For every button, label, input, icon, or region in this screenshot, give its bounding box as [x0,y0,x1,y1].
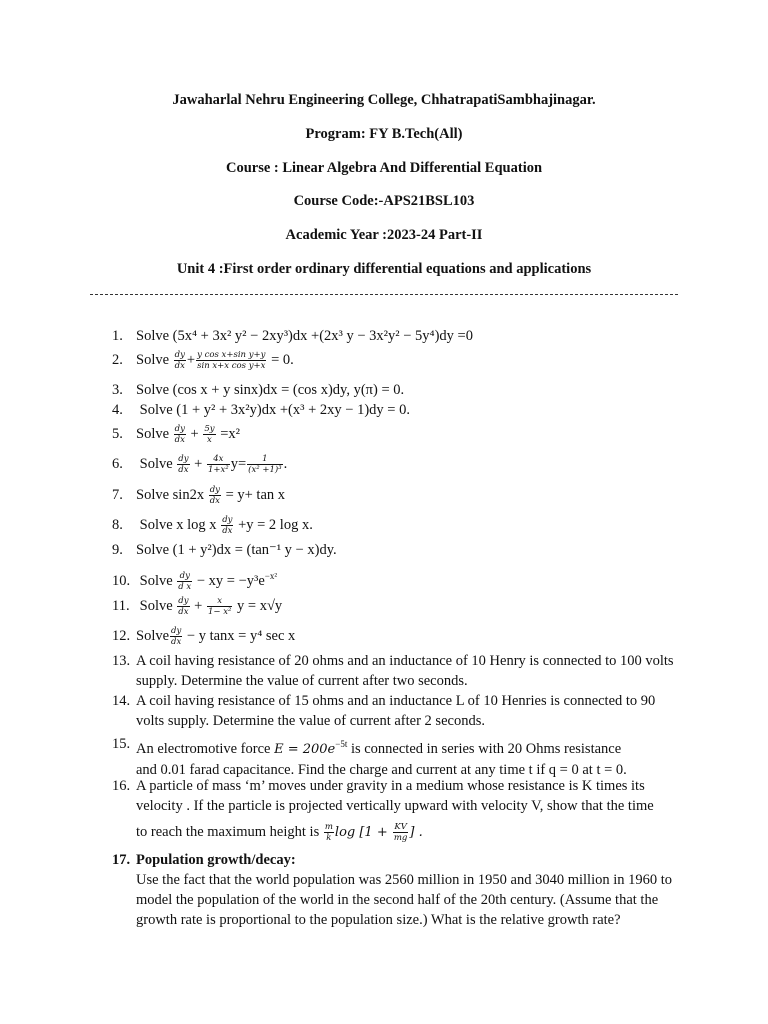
fraction: $\frac{1}{\text{(x² +1)³}}$ [248,454,282,476]
question-11: 11. Solve $\frac{dy}{dx}$ + $\frac{x}{\text{1− x²}}$ y = x√y [112,596,283,618]
question-17-text: Use the fact that the world population was 2560 million in 1950 and 3040 million in 1960 to model the population of the world in the second half of the 20th century. (Assume that the growth rate is proportional to the population size.) What is the relative growth rate? [136,872,673,928]
question-5: 5. Solve $\frac{dy}{dx}$ + $\frac{5y}{x}$ =x² [112,424,240,446]
question-7: 7. Solve sin2x $\frac{dy}{dx}$ = y+ tan x [112,485,286,507]
question-16-number: 16. [112,778,131,794]
question-17-title: Population growth/decay: [136,852,296,868]
fraction: $\frac{m}{k}$ [324,822,333,844]
fraction: $\frac{dy}{dx}$ [209,485,220,507]
question-15-text: An electromotive force $E = 200e^{-5t}$ is connected in series with 20 Ohms resistance and 0.01 farad capacitance. Find the charge and current at any time t if q = 0 at t = 0. [136,739,627,778]
fraction: $\frac{dy}{dx}$ [174,350,185,372]
fraction: $\frac{dy}{dx}$ [222,515,233,537]
fraction: $\frac{x}{\text{1− x²}}$ [207,596,232,618]
question-13-number: 13. [112,653,131,669]
question-17-number: 17. [112,852,131,868]
fraction: $\frac{5y}{x}$ [204,424,215,446]
question-3-text: Solve (cos x + y sinx)dx = (cos x)dy, y(π) = 0. [136,382,405,398]
question-3: 3. Solve (cos x + y sinx)dx = (cos x)dy, y(π) = 0. [112,382,405,398]
fraction: $\frac{dy}{\text{d x}}$ [178,571,192,592]
fraction: $\frac{dy}{dx}$ [178,596,189,618]
question-13-text: A coil having resistance of 20 ohms and an inductance of 10 Henry is connected to 100 volts supply. Determine the value of current after two seconds. [136,653,674,689]
question-15-number: 15. [112,736,131,752]
fraction: $\frac{dy}{dx}$ [178,454,189,476]
question-9: 9. Solve (1 + y²)dx = (tan⁻¹ y − x)dy. [112,542,337,558]
fraction: $\frac{4x}{\text{1+x²}}$ [207,454,229,476]
fraction: $\frac{dy}{dx}$ [171,626,182,648]
fraction: $\frac{KV}{mg}$ [393,822,408,844]
question-10: 10. Solve $\frac{dy}{\text{d x}}$ − xy = $-y^3e^{-x^2}$ [112,571,278,592]
course-line: Course : Linear Algebra And Differential Equation [225,160,543,176]
fraction: $\frac{\text{y cos x+sin y+y}}{\text{sin x+x cos y+x}}$ [197,350,266,372]
question-4: 4. Solve (1 + y² + 3x²y)dx +(x³ + 2xy − 1)dy = 0. [112,402,410,418]
question-6: 6. Solve $\frac{dy}{dx}$ + $\frac{4x}{\text{1+x²}}$ y= $\frac{1}{\text{(x² +1)³}}$ . [112,454,288,476]
question-16-text: A particle of mass ‘m’ moves under gravity in a medium whose resistance is K times its velocity . If the particle is projected vertically upward with velocity V, show that the time to reach the maximum height is $\frac{m}{k}$ log [1 + $\frac{KV}{mg}$ ] . [136,778,654,844]
question-1-text: Solve (5x⁴ + 3x² y² − 2xy³)dx +(2x³ y − 3x²y² − 5y⁴)dy =0 [136,328,473,344]
course-code-line: Course Code:-APS21BSL103 [293,193,475,209]
college-name: Jawaharlal Nehru Engineering College, ChhatrapatiSambhajinagar. [172,92,596,108]
question-9-text: Solve (1 + y²)dx = (tan⁻¹ y − x)dy. [136,542,337,558]
question-4-text: Solve (1 + y² + 3x²y)dx +(x³ + 2xy − 1)dy = 0. [136,402,410,418]
question-12: 12. Solve $\frac{dy}{dx}$ − y tanx = y⁴ sec x [112,626,296,648]
dashed-divider [90,294,678,295]
question-2: 2. Solve $\frac{dy}{dx}$ + $\frac{\text{y cos x+sin y+y}}{\text{sin x+x cos y+x}}$ = 0. [112,350,294,372]
academic-year-line: Academic Year :2023-24 Part-II [285,227,483,243]
unit-title: Unit 4 :First order ordinary differential equations and applications [176,261,592,277]
question-14-number: 14. [112,693,131,709]
question-14-text: A coil having resistance of 15 ohms and an inductance L of 10 Henries is connected to 90 volts supply. Determine the value of current after 2 seconds. [136,693,656,729]
fraction: $\frac{dy}{dx}$ [174,424,185,446]
question-8: 8. Solve x log x $\frac{dy}{dx}$ +y = 2 log x. [112,515,313,537]
program-line: Program: FY B.Tech(All) [305,126,463,142]
question-1: 1. Solve (5x⁴ + 3x² y² − 2xy³)dx +(2x³ y − 3x²y² − 5y⁴)dy =0 [112,328,473,344]
